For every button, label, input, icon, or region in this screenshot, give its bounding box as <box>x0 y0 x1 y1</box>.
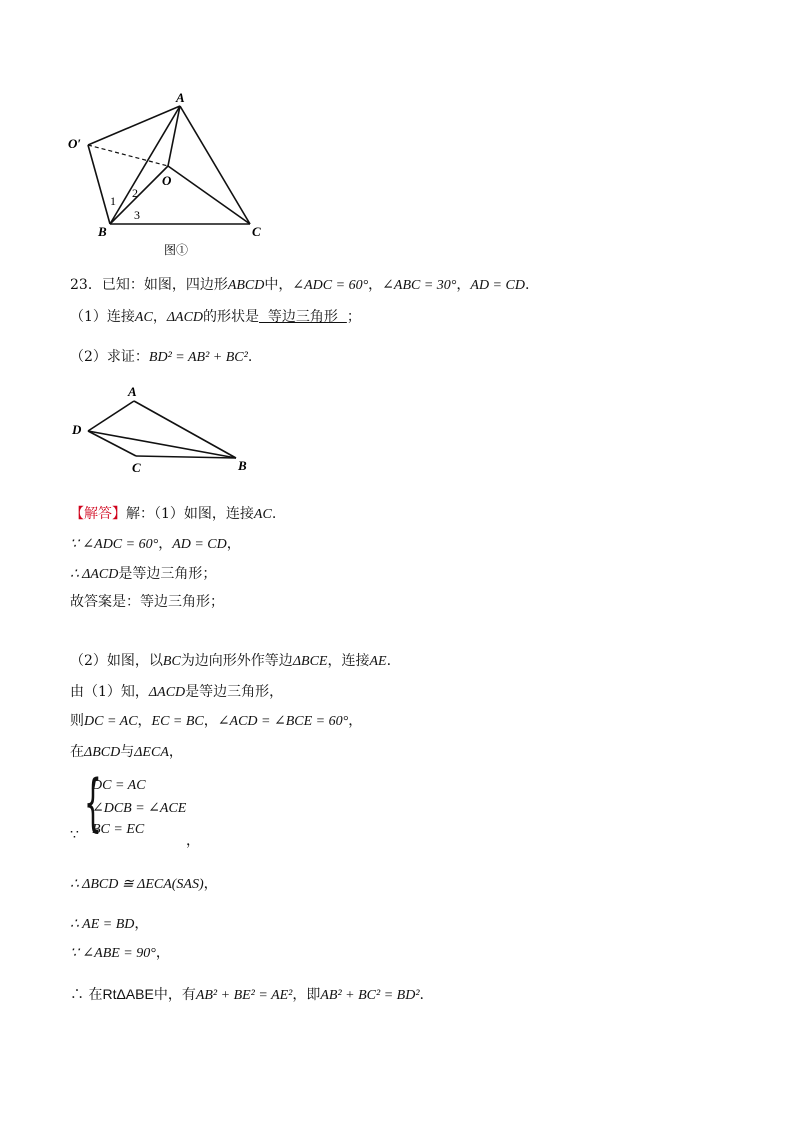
segment-a-c <box>180 106 250 224</box>
solution-line-10: ∴ AE = BD， <box>70 916 149 932</box>
problem-part-1: （1）连接AC，ΔACD的形状是 等边三角形 ； <box>70 309 361 325</box>
label-c: C <box>132 460 141 475</box>
label-angle-1: 1 <box>110 194 116 208</box>
solution-line-5: （2）如图，以BC为边向形外作等边ΔBCE，连接AE. <box>70 653 392 669</box>
system-eq-1: DC = AC <box>92 778 146 793</box>
figure-1 <box>60 88 280 266</box>
solution-line-1: 【解答】解：（1）如图，连接AC. <box>70 506 277 522</box>
solution-line-11: ∵ ∠ABE = 90°， <box>70 945 170 961</box>
segment-d-a <box>88 401 134 431</box>
figure-2 <box>66 380 266 480</box>
problem-statement: 23．已知：如图，四边形ABCD中，∠ADC = 60°，∠ABC = 30°，AD = CD. <box>70 277 530 293</box>
because-symbol: ∵ <box>70 827 79 843</box>
label-a: A <box>128 384 137 399</box>
label-o: O <box>162 173 172 188</box>
problem-part-2: （2）求证：BD² = AB² + BC². <box>70 349 253 365</box>
system-comma: ， <box>186 833 200 849</box>
system-eq-2: ∠DCB = ∠ACE <box>92 801 187 816</box>
solution-line-7: 则DC = AC，EC = BC，∠ACD = ∠BCE = 60°， <box>70 713 363 729</box>
label-o-prime: O′ <box>68 136 82 151</box>
solution-line-3: ∴ ΔACD是等边三角形； <box>70 566 217 582</box>
segment-d-b <box>88 431 236 458</box>
segment-o-prime-b <box>88 145 110 224</box>
left-brace: { <box>84 766 102 839</box>
label-c: C <box>252 224 261 239</box>
solution-line-6: 由（1）知，ΔACD是等边三角形， <box>70 684 284 700</box>
segment-o-prime-o-dashed <box>88 145 168 166</box>
label-a: A <box>176 90 185 105</box>
label-angle-2: 2 <box>132 186 138 200</box>
label-d: D <box>72 422 82 437</box>
solution-line-12: ∴ 在RtΔABE中，有AB² + BE² = AE²，即AB² + BC² = BD². <box>70 986 424 1003</box>
label-angle-3: 3 <box>134 208 140 222</box>
figure-1-caption: 图① <box>164 243 189 257</box>
label-b: B <box>238 458 247 473</box>
part-1-answer: 等边三角形 <box>259 309 347 325</box>
segment-o-c <box>168 166 250 224</box>
system-eq-3: BC = EC <box>92 822 145 837</box>
solution-line-8: 在ΔBCD与ΔECA， <box>70 744 183 760</box>
label-b: B <box>98 224 107 239</box>
segment-c-b <box>136 456 236 458</box>
answer-tag: 【解答】 <box>70 506 126 522</box>
solution-line-9: ∴ ΔBCD ≅ ΔECA(SAS)， <box>70 876 218 892</box>
segment-a-b <box>110 106 180 224</box>
solution-line-2: ∵ ∠ADC = 60°，AD = CD， <box>70 536 241 552</box>
segment-o-prime-a <box>88 106 180 145</box>
solution-line-4: 故答案是：等边三角形； <box>70 594 224 610</box>
